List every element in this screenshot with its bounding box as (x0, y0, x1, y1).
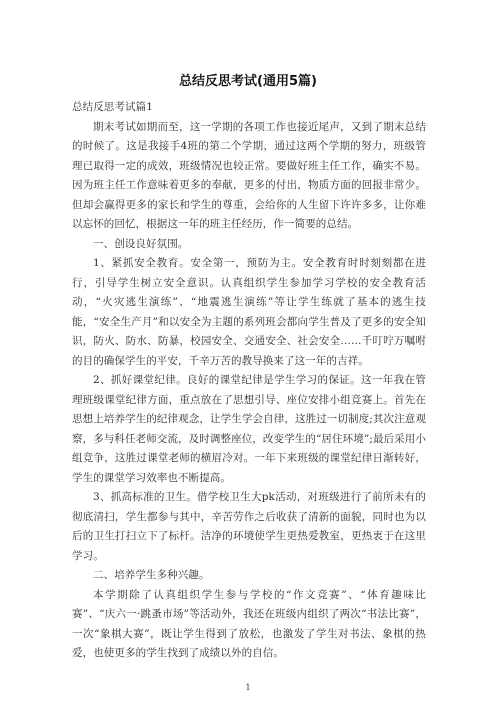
paragraph-classroom-discipline: 2、抓好课堂纪律。良好的课堂纪律是学生学习的保证。这一年我在管理班级课堂纪律方面，重点放在了思想引导、座位安排小组竞赛上。首先在思想上培养学生的纪律观念，让学生学会自律，这胜过一切制度;其次注意观察，多与科任老师交流，及时调整座位，改变学生的“居住环境”;最后采用小组竞争，这胜过课堂老师的横眉冷对。一年下来班级的课堂纪律日渐转好，学生的课堂学习效率也不断提高。 (72, 374, 426, 484)
heading-section-one: 一、创设良好氛围。 (93, 237, 189, 250)
heading-section-two: 二、培养学生多种兴趣。 (93, 569, 210, 581)
paragraph-safety-education: 1、紧抓安全教育。安全第一，预防为主。安全教育时时刻刻都在进行，引导学生树立安全意识。认真组织学生参加学习学校的安全教育活动，“火灾逃生演练”、“地震逃生演练”等让学生练就了基本的逃生技能，“安全生产月”和以安全为主题的系列班会都向学生普及了更多的安全知识，防火、防水、防暴，校园安全、交通安全、社会安全……千叮咛万嘱咐的目的确保学生的平安，千辛万苦的教导换来了这一年的吉祥。 (72, 257, 426, 367)
page-number: 1 (245, 683, 251, 692)
section-subtitle: 总结反思考试篇1 (72, 101, 153, 113)
paragraph-intro: 期末考试如期而至，这一学期的各项工作也接近尾声，又到了期末总结的时候了。这是我接手4班的第二个学期，通过这两个学期的努力，班级管理已取得一定的成效，班级情况也较正常。要做好班主任工作，确实不易。因为班主任工作意味着更多的奉献，更多的付出，物质方面的回报非常少。但却会赢得更多的家长和学生的尊重，会给你的人生留下许许多多，让你难以忘怀的回忆，根据这一年的班主任经历，作一简要的总结。 (72, 120, 426, 230)
document-title: 总结反思考试(通用5篇) (179, 74, 317, 89)
paragraph-hygiene: 3、抓高标准的卫生。借学校卫生大pk活动，对班级进行了前所未有的彻底清扫，学生都参与其中，辛苦劳作之后收获了清新的面貌，同时也为以后的卫生打扫立下了标杆。洁净的环境使学生更热爱教室，更热衷于在这里学习。 (72, 491, 426, 562)
document-body (72, 98, 426, 664)
paragraph-interests: 本学期除了认真组织学生参与学校的“作文竞赛”、“体育趣味比赛”、“庆六一·跳蚤市场”等活动外，我还在班级内组织了两次“书法比赛”，一次“象棋大赛”，既让学生得到了放松，也激发了学生对书法、象棋的热爱，也使更多的学生找到了成绩以外的自信。 (72, 588, 426, 659)
